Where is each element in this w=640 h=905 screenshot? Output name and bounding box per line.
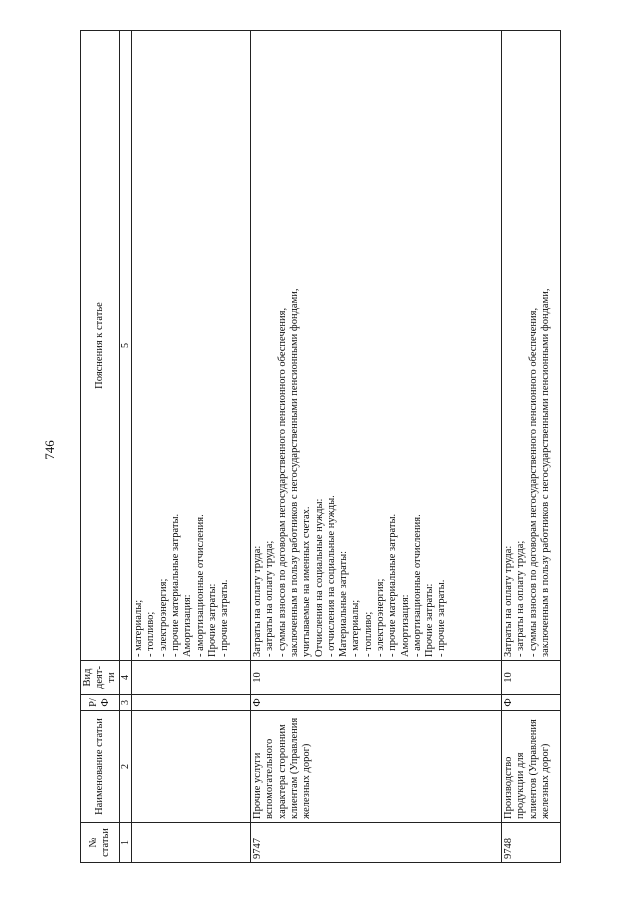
cell-rf: Ф [251, 695, 502, 711]
explanation-line: учитываемые на именных счетах. [301, 506, 313, 657]
explanation-line: - отчисления на социальные нужды. [325, 495, 337, 657]
explanation-line: Затраты на оплату труда: [503, 545, 515, 657]
cell-article-name: Производство продукции для клиентов (Управления железных дорог) [502, 711, 561, 823]
explanation-line: - прочие затраты. [219, 579, 231, 657]
explanation-line: - прочие затраты. [436, 579, 448, 657]
cell-article-name: Прочие услуги вспомогательного характера сторонним клиентам (Управления железных дорог) [251, 711, 502, 823]
column-number: 4 [120, 661, 132, 695]
cell-rf: Ф [502, 695, 561, 711]
cell-explanations [251, 31, 502, 661]
articles-table [80, 30, 561, 863]
cell-activity: 10 [251, 661, 502, 695]
explanation-line: заключенным в пользу работников с негосударственными пенсионными фондами, [540, 288, 552, 657]
column-number: 5 [120, 31, 132, 661]
column-number: 1 [120, 823, 132, 863]
header-explanations: Пояснения к статье [81, 31, 120, 661]
cell-article-no [132, 823, 251, 863]
explanation-line: - материалы; [133, 599, 145, 657]
header-row [81, 31, 120, 863]
cell-explanations [132, 31, 251, 661]
column-number: 2 [120, 711, 132, 823]
explanation-line: - топливо; [362, 611, 374, 657]
explanation-line: Отчисления на социальные нужды: [313, 498, 325, 657]
explanation-line: - топливо; [145, 611, 157, 657]
cell-explanations [502, 31, 561, 661]
explanation-line: - амортизационные отчисления. [194, 514, 206, 657]
explanation-line: Затраты на оплату труда: [252, 545, 264, 657]
explanation-line: - электроэнергия; [157, 578, 169, 657]
explanation-line: Амортизация: [399, 594, 411, 657]
cell-article-name [132, 711, 251, 823]
cell-activity: 10 [502, 661, 561, 695]
table-row-continued [132, 31, 251, 863]
explanation-line: - суммы взносов по договорам негосударственного пенсионного обеспечения, [276, 307, 288, 657]
explanation-line: Прочие затраты: [206, 583, 218, 657]
cell-article-no: 9748 [502, 823, 561, 863]
table-row-9748 [502, 31, 561, 863]
explanation-line: Прочие затраты: [424, 583, 436, 657]
table-row-9747 [251, 31, 502, 863]
explanation-line: Амортизация: [182, 594, 194, 657]
explanation-line: - затраты на оплату труда; [515, 540, 527, 657]
explanation-line: - прочие материальные затраты. [387, 513, 399, 657]
explanation-line: - амортизационные отчисления. [411, 514, 423, 657]
page-number: 746 [42, 440, 57, 460]
header-article-name: Наименование статьи [81, 711, 120, 823]
explanation-line: заключенным в пользу работников с негосударственными пенсионными фондами, [289, 288, 301, 657]
column-number: 3 [120, 695, 132, 711]
explanation-line: - суммы взносов по договорам негосударственного пенсионного обеспечения, [527, 307, 539, 657]
cell-rf [132, 695, 251, 711]
cell-activity [132, 661, 251, 695]
explanation-line: - прочие материальные затраты. [170, 513, 182, 657]
explanation-line: - электроэнергия; [375, 578, 386, 657]
explanation-line: - материалы; [350, 599, 362, 657]
rotated-table-wrapper [80, 31, 586, 863]
header-rf: Р/ Ф [81, 695, 120, 711]
explanation-line: - затраты на оплату труда; [264, 540, 276, 657]
column-number-row [120, 31, 132, 863]
header-article-no: № статьи [81, 823, 120, 863]
explanation-line: Материальные затраты: [338, 550, 350, 657]
cell-article-no: 9747 [251, 823, 502, 863]
header-activity: Вид деят-ти [81, 661, 120, 695]
